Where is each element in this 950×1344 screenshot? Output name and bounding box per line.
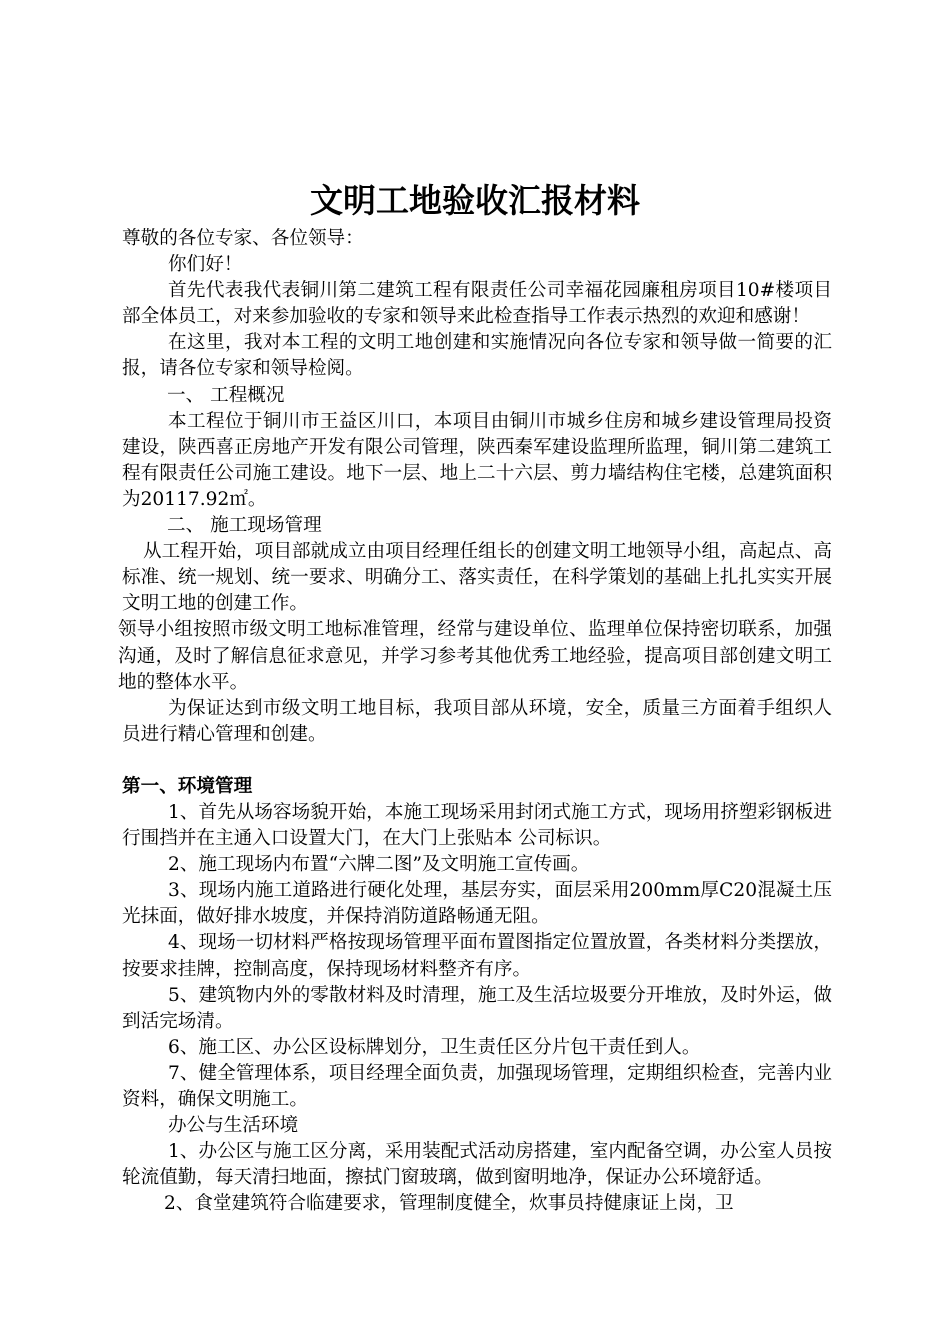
env-item: 1、首先从场容场貌开始，本施工现场采用封闭式施工方式，现场用挤塑彩钢板进行围挡并在主通入口设置大门，在大门上张贴本 公司标识。 [122, 801, 832, 850]
env-item: 4、现场一切材料严格按现场管理平面布置图指定位置放置，各类材料分类摆放，按要求挂牌，控制高度，保持现场材料整齐有序。 [122, 932, 832, 980]
section2-paragraph-2: 领导小组按照市级文明工地标准管理，经常与建设单位、监理单位保持密切联系，加强沟通，及时了解信息征求意见，并学习参考其他优秀工地经验，提高项目部创建文明工地的整体水平。 [118, 619, 832, 693]
blank-line [122, 748, 832, 774]
office-heading: 办公与生活环境 [168, 1115, 299, 1137]
document-title: 文明工地验收汇报材料 [310, 181, 640, 220]
intro-paragraph: 首先代表我代表铜川第二建筑工程有限责任公司幸福花园廉租房项目10#楼项目部全体员工，对来参加验收的专家和领导来此检查指导工作表示热烈的欢迎和感谢！ [122, 280, 832, 328]
purpose-paragraph: 在这里，我对本工程的文明工地创建和实施情况向各位专家和领导做一简要的汇报，请各位专家和领导检阅。 [122, 332, 832, 380]
greeting: 尊敬的各位专家、各位领导： [122, 228, 364, 249]
section1-title: 一、 工程概况 [167, 384, 285, 406]
env-item: 3、现场内施工道路进行硬化处理，基层夯实，面层采用200mm厚C20混凝土压光抹面，做好排水坡度，并保持消防道路畅通无阻。 [122, 880, 832, 928]
env-item: 2、施工现场内布置“六牌二图”及文明施工宣传画。 [168, 854, 590, 876]
env-item: 5、建筑物内外的零散材料及时清理，施工及生活垃圾要分开堆放，及时外运，做到活完场清。 [122, 984, 832, 1032]
section2-paragraph-3: 为保证达到市级文明工地目标，我项目部从环境，安全，质量三方面着手组织人员进行精心管理和创建。 [122, 697, 832, 745]
hello: 你们好！ [168, 254, 243, 276]
office-item: 2、食堂建筑符合临建要求，管理制度健全，炊事员持健康证上岗，卫 [164, 1193, 734, 1215]
section2-title: 二、 施工现场管理 [167, 515, 322, 537]
office-item: 1、办公区与施工区分离，采用装配式活动房搭建，室内配备空调，办公室人员按轮流值勤，每天清扫地面，擦拭门窗玻璃，做到窗明地净，保证办公环境舒适。 [122, 1141, 832, 1189]
section2-paragraph-1: 从工程开始，项目部就成立由项目经理任组长的创建文明工地领导小组，高起点、高标准、统一规划、统一要求、明确分工、落实责任，在科学策划的基础上扎扎实实开展文明工地的创建工作。 [122, 541, 832, 615]
env-heading: 第一、环境管理 [122, 775, 253, 797]
document-body [118, 226, 832, 1217]
env-item: 6、施工区、办公区设标牌划分，卫生责任区分片包干责任到人。 [168, 1036, 701, 1058]
env-item: 7、健全管理体系，项目经理全面负责，加强现场管理，定期组织检查，完善内业资料，确保文明施工。 [122, 1062, 832, 1110]
section1-body: 本工程位于铜川市王益区川口，本项目由铜川市城乡住房和城乡建设管理局投资建设，陕西喜正房地产开发有限公司管理，陕西秦军建设监理所监理，铜川第二建筑工程有限责任公司施工建设。地下一层、地上二十六层、剪力墙结构住宅楼，总建筑面积为20117.92㎡。 [122, 410, 832, 510]
